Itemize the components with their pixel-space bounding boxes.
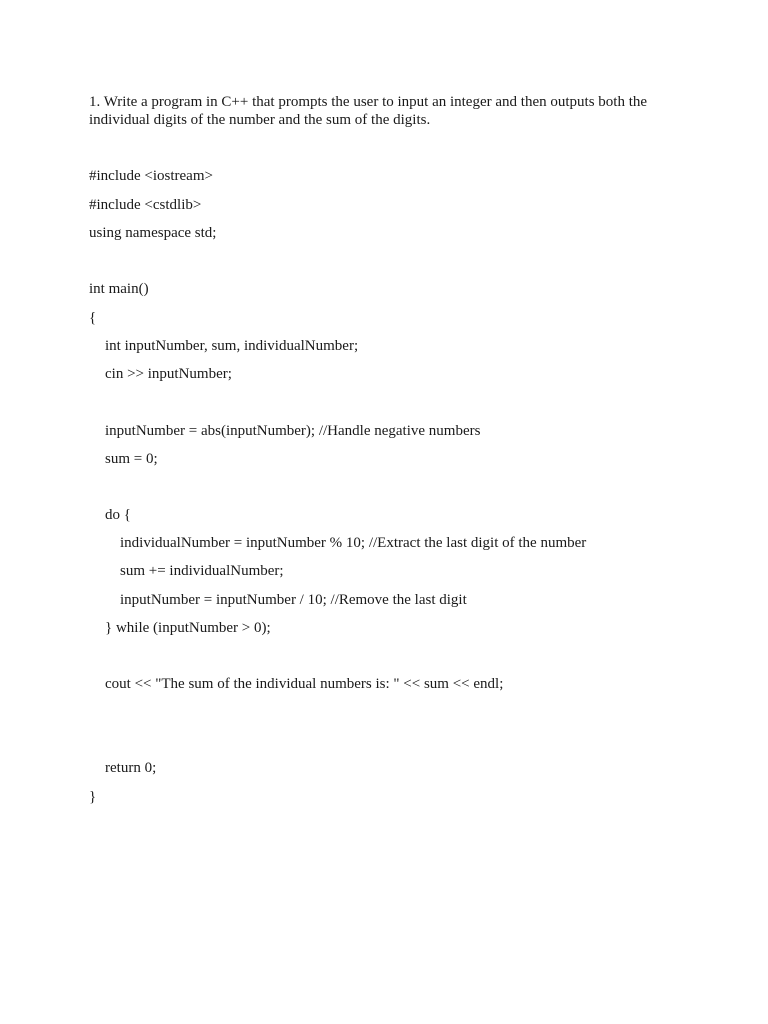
code-line-using-namespace: using namespace std; <box>89 225 217 241</box>
code-line-remove-digit: inputNumber = inputNumber / 10; //Remove the last digit <box>120 592 467 608</box>
code-line-declarations: int inputNumber, sum, individualNumber; <box>105 338 359 354</box>
question-text <box>89 93 689 129</box>
code-line-include-iostream: #include <iostream> <box>89 168 213 184</box>
code-line-cout: cout << "The sum of the individual numbers is: " << sum << endl; <box>105 676 504 692</box>
code-line-cin: cin >> inputNumber; <box>105 366 232 382</box>
question-line-2: individual digits of the number and the sum of the digits. <box>89 112 431 128</box>
code-line-while: } while (inputNumber > 0); <box>105 620 271 636</box>
code-line-abs: inputNumber = abs(inputNumber); //Handle negative numbers <box>105 423 481 439</box>
code-line-return: return 0; <box>105 760 157 776</box>
code-line-do: do { <box>105 507 131 523</box>
code-line-extract-digit: individualNumber = inputNumber % 10; //Extract the last digit of the number <box>120 535 587 551</box>
code-line-include-cstdlib: #include <cstdlib> <box>89 197 202 213</box>
code-line-open-brace: { <box>89 310 97 326</box>
code-line-main-signature: int main() <box>89 281 149 297</box>
code-line-sum-init: sum = 0; <box>105 451 158 467</box>
question-line-1: 1. Write a program in C++ that prompts the user to input an integer and then outputs both the <box>89 94 648 110</box>
code-line-close-brace: } <box>89 789 97 805</box>
code-line-sum-add: sum += individualNumber; <box>120 563 284 579</box>
